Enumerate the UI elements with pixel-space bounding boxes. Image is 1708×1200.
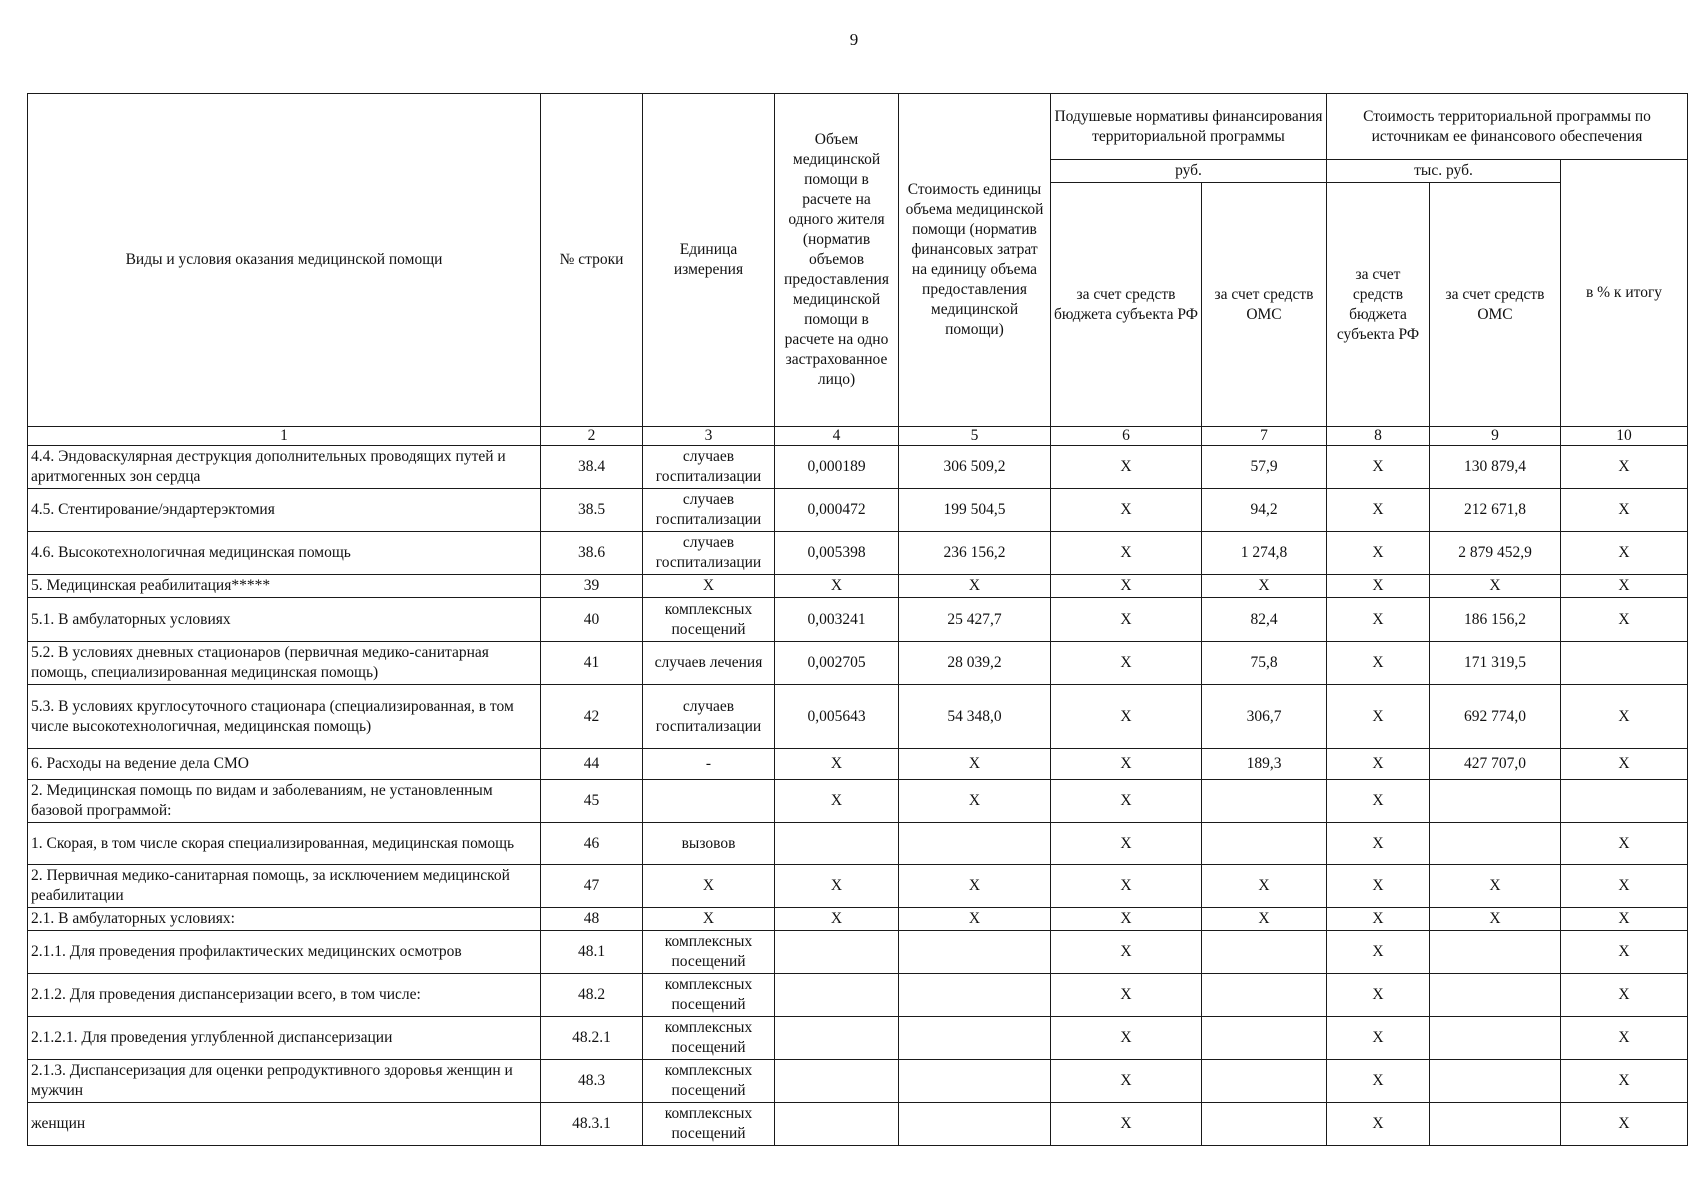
cell-oms-cost [1430, 974, 1561, 1017]
cell-unit: X [643, 575, 775, 598]
cell-budget-per-capita: X [1051, 749, 1202, 780]
cell-unit: комплексных посещений [643, 1060, 775, 1103]
cell-volume: X [775, 908, 899, 931]
cell-unit: комплексных посещений [643, 931, 775, 974]
cell-oms-per-capita: 57,9 [1202, 446, 1327, 489]
cell-percent-of-total: X [1561, 598, 1688, 642]
cell-unit: случаев госпитализации [643, 532, 775, 575]
cell-oms-per-capita: 82,4 [1202, 598, 1327, 642]
cell-description: 4.5. Стентирование/эндартерэктомия [28, 489, 541, 532]
cell-oms-per-capita [1202, 1017, 1327, 1060]
cell-row-number: 48.1 [541, 931, 643, 974]
header-budget-per-capita: за счет средств бюджета субъекта РФ [1051, 183, 1202, 427]
cell-volume [775, 974, 899, 1017]
cell-percent-of-total: X [1561, 931, 1688, 974]
table-row [28, 931, 1688, 974]
cell-budget-cost: X [1327, 974, 1430, 1017]
cell-row-number: 45 [541, 780, 643, 823]
cell-volume: 0,002705 [775, 642, 899, 685]
column-number: 5 [899, 427, 1051, 446]
cell-percent-of-total: X [1561, 823, 1688, 865]
cell-unit: случаев госпитализации [643, 685, 775, 749]
cell-percent-of-total: X [1561, 532, 1688, 575]
cell-description: 2.1.3. Диспансеризация для оценки репродуктивного здоровья женщин и мужчин [28, 1060, 541, 1103]
cell-budget-cost: X [1327, 446, 1430, 489]
cell-row-number: 48.3.1 [541, 1103, 643, 1146]
cell-unit-cost [899, 1103, 1051, 1146]
cell-budget-cost: X [1327, 780, 1430, 823]
table-row [28, 823, 1688, 865]
cell-oms-per-capita: 189,3 [1202, 749, 1327, 780]
cell-budget-per-capita: X [1051, 642, 1202, 685]
cell-unit-cost: 306 509,2 [899, 446, 1051, 489]
cell-description: 5. Медицинская реабилитация***** [28, 575, 541, 598]
cell-description: 2. Первичная медико-санитарная помощь, за исключением медицинской реабилитации [28, 865, 541, 908]
cell-unit-cost: X [899, 780, 1051, 823]
cell-oms-cost: 692 774,0 [1430, 685, 1561, 749]
cell-volume [775, 823, 899, 865]
cell-percent-of-total: X [1561, 1017, 1688, 1060]
cell-row-number: 47 [541, 865, 643, 908]
cell-unit-cost: X [899, 865, 1051, 908]
cell-percent-of-total [1561, 642, 1688, 685]
cell-description: 5.2. В условиях дневных стационаров (первичная медико-санитарная помощь, специализированная медицинская помощь) [28, 642, 541, 685]
cell-oms-per-capita [1202, 1103, 1327, 1146]
cell-volume [775, 1103, 899, 1146]
cell-budget-per-capita: X [1051, 780, 1202, 823]
cell-percent-of-total: X [1561, 446, 1688, 489]
cell-oms-cost [1430, 780, 1561, 823]
cell-budget-per-capita: X [1051, 532, 1202, 575]
cell-unit: вызовов [643, 823, 775, 865]
cell-unit-cost: X [899, 749, 1051, 780]
cell-description: 1. Скорая, в том числе скорая специализированная, медицинская помощь [28, 823, 541, 865]
cell-row-number: 48.3 [541, 1060, 643, 1103]
cell-volume: 0,005398 [775, 532, 899, 575]
column-number: 7 [1202, 427, 1327, 446]
cell-row-number: 39 [541, 575, 643, 598]
table-row [28, 532, 1688, 575]
cell-oms-cost: 186 156,2 [1430, 598, 1561, 642]
header-oms-per-capita: за счет средств ОМС [1202, 183, 1327, 427]
cell-budget-cost: X [1327, 1060, 1430, 1103]
cell-percent-of-total: X [1561, 908, 1688, 931]
cell-description: 2.1.2.1. Для проведения углубленной диспансеризации [28, 1017, 541, 1060]
table-row [28, 446, 1688, 489]
cell-percent-of-total: X [1561, 489, 1688, 532]
header-unit-cost: Стоимость единицы объема медицинской помощи (норматив финансовых затрат на единицу объема предоставления медицинской помощи) [899, 94, 1051, 427]
cell-description: 5.3. В условиях круглосуточного стационара (специализированная, в том числе высокотехнологичная, медицинская помощь) [28, 685, 541, 749]
table-row [28, 642, 1688, 685]
cell-oms-cost: X [1430, 908, 1561, 931]
cell-percent-of-total: X [1561, 575, 1688, 598]
cell-oms-cost: 212 671,8 [1430, 489, 1561, 532]
cell-percent-of-total: X [1561, 685, 1688, 749]
page-number: 9 [849, 30, 859, 49]
cell-budget-cost: X [1327, 532, 1430, 575]
cell-oms-per-capita [1202, 780, 1327, 823]
cell-budget-cost: X [1327, 823, 1430, 865]
table-row [28, 575, 1688, 598]
cell-budget-per-capita: X [1051, 865, 1202, 908]
column-number: 6 [1051, 427, 1202, 446]
cell-budget-per-capita: X [1051, 575, 1202, 598]
cell-description: 4.4. Эндоваскулярная деструкция дополнительных проводящих путей и аритмогенных зон сердца [28, 446, 541, 489]
cell-unit-cost: 54 348,0 [899, 685, 1051, 749]
header-unit-rub: руб. [1051, 160, 1327, 183]
cell-volume: X [775, 780, 899, 823]
cell-budget-per-capita: X [1051, 598, 1202, 642]
cell-oms-per-capita [1202, 931, 1327, 974]
cell-unit: случаев госпитализации [643, 446, 775, 489]
cell-oms-cost: 2 879 452,9 [1430, 532, 1561, 575]
table-row [28, 598, 1688, 642]
cell-budget-cost: X [1327, 598, 1430, 642]
cell-description: женщин [28, 1103, 541, 1146]
table-row [28, 749, 1688, 780]
cell-unit-cost: X [899, 575, 1051, 598]
medical-care-table [27, 93, 1688, 1146]
cell-oms-per-capita: 75,8 [1202, 642, 1327, 685]
cell-oms-per-capita: X [1202, 908, 1327, 931]
cell-unit [643, 780, 775, 823]
cell-budget-cost: X [1327, 908, 1430, 931]
cell-unit: - [643, 749, 775, 780]
cell-percent-of-total: X [1561, 974, 1688, 1017]
cell-budget-per-capita: X [1051, 685, 1202, 749]
table-row [28, 780, 1688, 823]
column-number-row [28, 427, 1688, 446]
table-row [28, 908, 1688, 931]
cell-budget-cost: X [1327, 685, 1430, 749]
cell-percent-of-total: X [1561, 749, 1688, 780]
cell-budget-cost: X [1327, 642, 1430, 685]
cell-volume: 0,005643 [775, 685, 899, 749]
cell-budget-cost: X [1327, 931, 1430, 974]
cell-row-number: 41 [541, 642, 643, 685]
cell-unit-cost [899, 1060, 1051, 1103]
cell-budget-cost: X [1327, 489, 1430, 532]
cell-oms-per-capita [1202, 974, 1327, 1017]
cell-oms-per-capita: X [1202, 575, 1327, 598]
cell-percent-of-total: X [1561, 1060, 1688, 1103]
cell-row-number: 48.2.1 [541, 1017, 643, 1060]
cell-row-number: 38.4 [541, 446, 643, 489]
cell-volume: X [775, 749, 899, 780]
cell-budget-per-capita: X [1051, 446, 1202, 489]
table-row [28, 865, 1688, 908]
column-number: 8 [1327, 427, 1430, 446]
cell-oms-cost [1430, 1103, 1561, 1146]
cell-oms-cost [1430, 931, 1561, 974]
cell-budget-cost: X [1327, 575, 1430, 598]
cell-description: 6. Расходы на ведение дела СМО [28, 749, 541, 780]
header-volume-per-resident: Объем медицинской помощи в расчете на одного жителя (норматив объемов предоставления медицинской помощи в расчете на одно застрахованное лицо) [775, 94, 899, 427]
table-row [28, 685, 1688, 749]
cell-unit: X [643, 908, 775, 931]
cell-unit-cost: 199 504,5 [899, 489, 1051, 532]
cell-row-number: 48.2 [541, 974, 643, 1017]
cell-unit-cost [899, 974, 1051, 1017]
cell-volume: X [775, 865, 899, 908]
cell-volume [775, 1060, 899, 1103]
cell-description: 2.1.1. Для проведения профилактических медицинских осмотров [28, 931, 541, 974]
header-row-number: № строки [541, 94, 643, 427]
cell-budget-per-capita: X [1051, 908, 1202, 931]
cell-row-number: 42 [541, 685, 643, 749]
cell-unit-cost [899, 1017, 1051, 1060]
cell-unit-cost: X [899, 908, 1051, 931]
cell-oms-cost: 130 879,4 [1430, 446, 1561, 489]
column-number: 1 [28, 427, 541, 446]
cell-percent-of-total: X [1561, 1103, 1688, 1146]
cell-row-number: 40 [541, 598, 643, 642]
cell-row-number: 44 [541, 749, 643, 780]
header-budget-cost: за счет средств бюджета субъекта РФ [1327, 183, 1430, 427]
cell-oms-cost [1430, 1017, 1561, 1060]
cell-oms-cost: 171 319,5 [1430, 642, 1561, 685]
cell-volume [775, 931, 899, 974]
table-row [28, 1017, 1688, 1060]
header-program-cost: Стоимость территориальной программы по источникам ее финансового обеспечения [1327, 94, 1688, 160]
cell-volume: 0,000189 [775, 446, 899, 489]
cell-budget-per-capita: X [1051, 1017, 1202, 1060]
cell-oms-per-capita: X [1202, 865, 1327, 908]
cell-budget-per-capita: X [1051, 823, 1202, 865]
cell-unit: комплексных посещений [643, 974, 775, 1017]
table-row [28, 974, 1688, 1017]
cell-volume: X [775, 575, 899, 598]
cell-budget-per-capita: X [1051, 1103, 1202, 1146]
cell-oms-per-capita [1202, 823, 1327, 865]
cell-budget-cost: X [1327, 865, 1430, 908]
header-types-and-conditions: Виды и условия оказания медицинской помощи [28, 94, 541, 427]
cell-oms-per-capita: 1 274,8 [1202, 532, 1327, 575]
cell-oms-cost: 427 707,0 [1430, 749, 1561, 780]
cell-unit: случаев лечения [643, 642, 775, 685]
cell-row-number: 38.6 [541, 532, 643, 575]
cell-budget-cost: X [1327, 1017, 1430, 1060]
cell-description: 2.1. В амбулаторных условиях: [28, 908, 541, 931]
cell-unit: комплексных посещений [643, 598, 775, 642]
cell-unit: случаев госпитализации [643, 489, 775, 532]
cell-budget-per-capita: X [1051, 1060, 1202, 1103]
cell-description: 2.1.2. Для проведения диспансеризации всего, в том числе: [28, 974, 541, 1017]
cell-unit-cost [899, 823, 1051, 865]
cell-row-number: 46 [541, 823, 643, 865]
cell-percent-of-total [1561, 780, 1688, 823]
table-row [28, 489, 1688, 532]
cell-row-number: 38.5 [541, 489, 643, 532]
cell-volume: 0,003241 [775, 598, 899, 642]
header-unit-thousand-rub: тыс. руб. [1327, 160, 1561, 183]
header-unit: Единица измерения [643, 94, 775, 427]
cell-oms-cost: X [1430, 865, 1561, 908]
cell-oms-cost [1430, 1060, 1561, 1103]
cell-row-number: 48 [541, 908, 643, 931]
cell-oms-per-capita [1202, 1060, 1327, 1103]
cell-oms-per-capita: 94,2 [1202, 489, 1327, 532]
cell-percent-of-total: X [1561, 865, 1688, 908]
column-number: 3 [643, 427, 775, 446]
header-percent-of-total: в % к итогу [1561, 160, 1688, 427]
cell-oms-cost: X [1430, 575, 1561, 598]
cell-description: 2. Медицинская помощь по видам и заболеваниям, не установленным базовой программой: [28, 780, 541, 823]
table-row [28, 1060, 1688, 1103]
column-number: 10 [1561, 427, 1688, 446]
cell-unit: X [643, 865, 775, 908]
table-row [28, 1103, 1688, 1146]
cell-unit-cost: 236 156,2 [899, 532, 1051, 575]
cell-budget-cost: X [1327, 1103, 1430, 1146]
header-per-capita-norms: Подушевые нормативы финансирования территориальной программы [1051, 94, 1327, 160]
cell-description: 5.1. В амбулаторных условиях [28, 598, 541, 642]
cell-budget-per-capita: X [1051, 931, 1202, 974]
cell-unit-cost: 28 039,2 [899, 642, 1051, 685]
column-number: 2 [541, 427, 643, 446]
column-number: 9 [1430, 427, 1561, 446]
column-number: 4 [775, 427, 899, 446]
cell-oms-per-capita: 306,7 [1202, 685, 1327, 749]
cell-volume: 0,000472 [775, 489, 899, 532]
cell-budget-per-capita: X [1051, 974, 1202, 1017]
cell-budget-cost: X [1327, 749, 1430, 780]
table-body [28, 446, 1688, 1146]
cell-unit-cost [899, 931, 1051, 974]
cell-unit: комплексных посещений [643, 1103, 775, 1146]
cell-description: 4.6. Высокотехнологичная медицинская помощь [28, 532, 541, 575]
cell-unit: комплексных посещений [643, 1017, 775, 1060]
cell-unit-cost: 25 427,7 [899, 598, 1051, 642]
cell-oms-cost [1430, 823, 1561, 865]
cell-budget-per-capita: X [1051, 489, 1202, 532]
header-oms-cost: за счет средств ОМС [1430, 183, 1561, 427]
cell-volume [775, 1017, 899, 1060]
